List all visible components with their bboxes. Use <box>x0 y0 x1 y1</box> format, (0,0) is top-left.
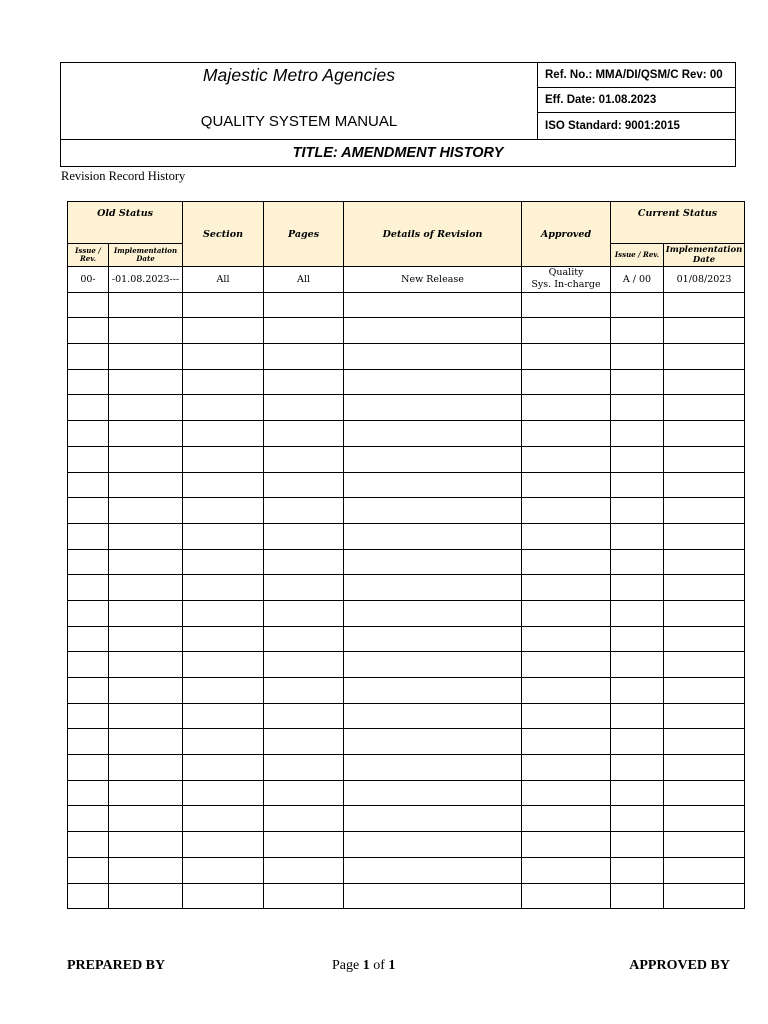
empty-cell <box>664 369 745 395</box>
empty-cell <box>611 755 664 781</box>
empty-cell <box>264 472 344 498</box>
empty-cell <box>344 626 522 652</box>
empty-cell <box>664 472 745 498</box>
table-row <box>68 600 745 626</box>
empty-cell <box>664 292 745 318</box>
empty-cell <box>264 318 344 344</box>
empty-cell <box>183 883 264 909</box>
empty-cell <box>68 755 109 781</box>
empty-cell <box>109 575 183 601</box>
empty-cell <box>183 832 264 858</box>
table-row <box>68 780 745 806</box>
empty-cell <box>264 703 344 729</box>
empty-cell <box>522 626 611 652</box>
empty-cell <box>68 600 109 626</box>
empty-cell <box>664 678 745 704</box>
empty-cell <box>611 678 664 704</box>
table-row <box>68 806 745 832</box>
empty-cell <box>611 344 664 370</box>
table-row <box>68 549 745 575</box>
table-row <box>68 318 745 344</box>
empty-cell <box>68 652 109 678</box>
empty-cell <box>264 523 344 549</box>
document-header <box>60 62 736 167</box>
empty-cell <box>183 600 264 626</box>
empty-cell <box>68 472 109 498</box>
empty-cell <box>68 498 109 524</box>
empty-cell <box>522 421 611 447</box>
empty-cell <box>344 575 522 601</box>
empty-cell <box>264 857 344 883</box>
empty-cell <box>611 523 664 549</box>
empty-cell <box>344 369 522 395</box>
section-subtitle: Revision Record History <box>61 169 186 183</box>
empty-cell <box>183 318 264 344</box>
empty-cell <box>68 780 109 806</box>
empty-cell <box>611 395 664 421</box>
empty-cell <box>264 832 344 858</box>
empty-cell <box>344 292 522 318</box>
empty-cell <box>522 395 611 421</box>
current-impl-date-header: Implementation Date <box>664 244 745 267</box>
empty-cell <box>109 292 183 318</box>
empty-cell <box>344 729 522 755</box>
empty-cell <box>264 498 344 524</box>
empty-cell <box>344 498 522 524</box>
empty-cell <box>264 549 344 575</box>
page-number <box>332 958 395 974</box>
empty-cell <box>344 421 522 447</box>
empty-cell <box>522 729 611 755</box>
approved-cell <box>522 267 611 293</box>
empty-cell <box>109 369 183 395</box>
empty-cell <box>664 421 745 447</box>
empty-cell <box>522 344 611 370</box>
current-date-cell: 01/08/2023 <box>664 267 745 293</box>
empty-cell <box>522 703 611 729</box>
empty-cell <box>522 678 611 704</box>
empty-cell <box>109 832 183 858</box>
empty-cell <box>68 729 109 755</box>
empty-cell <box>522 857 611 883</box>
empty-cell <box>183 678 264 704</box>
empty-cell <box>611 883 664 909</box>
empty-cell <box>109 806 183 832</box>
empty-cell <box>664 652 745 678</box>
empty-cell <box>183 292 264 318</box>
empty-cell <box>183 857 264 883</box>
empty-cell <box>522 292 611 318</box>
empty-cell <box>183 806 264 832</box>
empty-cell <box>183 652 264 678</box>
table-row <box>68 344 745 370</box>
empty-cell <box>183 498 264 524</box>
empty-cell <box>264 755 344 781</box>
empty-cell <box>183 626 264 652</box>
empty-cell <box>344 806 522 832</box>
page-total: 1 <box>388 958 396 973</box>
empty-cell <box>611 832 664 858</box>
old-status-header: Old Status <box>68 202 183 244</box>
empty-cell <box>522 652 611 678</box>
empty-cell <box>344 678 522 704</box>
empty-cell <box>664 755 745 781</box>
empty-cell <box>611 652 664 678</box>
empty-cell <box>264 626 344 652</box>
empty-cell <box>611 806 664 832</box>
table-row <box>68 369 745 395</box>
empty-cell <box>68 575 109 601</box>
empty-cell <box>522 318 611 344</box>
empty-cell <box>183 780 264 806</box>
empty-cell <box>109 344 183 370</box>
old-issue-rev-header: Issue / Rev. <box>68 244 109 267</box>
empty-cell <box>68 344 109 370</box>
empty-cell <box>183 472 264 498</box>
empty-cell <box>68 318 109 344</box>
pages-header: Pages <box>264 202 344 267</box>
current-issue-cell: A / 00 <box>611 267 664 293</box>
approved-by-label: APPROVED BY <box>629 958 730 973</box>
iso-standard: ISO Standard: 9001:2015 <box>545 120 680 132</box>
empty-cell <box>344 652 522 678</box>
empty-cell <box>664 395 745 421</box>
table-row <box>68 472 745 498</box>
pages-cell: All <box>264 267 344 293</box>
approved-header: Approved <box>522 202 611 267</box>
empty-cell <box>611 549 664 575</box>
empty-cell <box>344 472 522 498</box>
empty-cell <box>109 421 183 447</box>
empty-cell <box>611 780 664 806</box>
empty-cell <box>664 806 745 832</box>
empty-cell <box>664 575 745 601</box>
empty-cell <box>522 472 611 498</box>
empty-cell <box>344 857 522 883</box>
empty-cell <box>664 600 745 626</box>
revision-table <box>67 201 745 909</box>
empty-cell <box>611 703 664 729</box>
empty-cell <box>68 369 109 395</box>
empty-cell <box>264 883 344 909</box>
empty-cell <box>664 523 745 549</box>
approved-line-2: Sys. In-charge <box>531 279 601 291</box>
table-row <box>68 267 745 293</box>
empty-cell <box>344 832 522 858</box>
empty-cell <box>264 729 344 755</box>
empty-cell <box>522 883 611 909</box>
table-row <box>68 729 745 755</box>
details-cell: New Release <box>344 267 522 293</box>
empty-cell <box>109 703 183 729</box>
empty-cell <box>109 652 183 678</box>
ref-number: Ref. No.: MMA/DI/QSM/C Rev: 00 <box>538 63 735 88</box>
old-issue-cell: 00- <box>68 267 109 293</box>
section-header: Section <box>183 202 264 267</box>
empty-cell <box>264 421 344 447</box>
page-of: of <box>369 958 389 973</box>
old-date-cell: -01.08.2023--- <box>109 267 183 293</box>
empty-cell <box>183 395 264 421</box>
empty-cell <box>664 446 745 472</box>
empty-cell <box>183 549 264 575</box>
empty-cell <box>664 498 745 524</box>
document-title: TITLE: AMENDMENT HISTORY <box>61 139 735 167</box>
empty-cell <box>109 678 183 704</box>
empty-cell <box>264 344 344 370</box>
empty-cell <box>68 446 109 472</box>
empty-cell <box>264 806 344 832</box>
empty-cell <box>664 318 745 344</box>
current-status-header: Current Status <box>611 202 745 244</box>
empty-cell <box>183 703 264 729</box>
empty-cell <box>68 421 109 447</box>
prepared-by-label: PREPARED BY <box>67 958 166 973</box>
empty-cell <box>183 344 264 370</box>
header-info-block <box>538 63 735 139</box>
empty-cell <box>68 626 109 652</box>
empty-cell <box>68 857 109 883</box>
empty-cell <box>664 883 745 909</box>
empty-cell <box>68 549 109 575</box>
empty-cell <box>522 498 611 524</box>
approved-line-1: Quality <box>548 267 584 279</box>
empty-cell <box>664 549 745 575</box>
empty-cell <box>109 549 183 575</box>
page-prefix: Page <box>332 958 363 973</box>
empty-cell <box>68 703 109 729</box>
empty-cell <box>611 857 664 883</box>
empty-cell <box>109 626 183 652</box>
empty-cell <box>611 498 664 524</box>
details-header: Details of Revision <box>344 202 522 267</box>
empty-cell <box>109 318 183 344</box>
empty-cell <box>344 549 522 575</box>
empty-cell <box>522 832 611 858</box>
empty-cell <box>68 883 109 909</box>
empty-cell <box>344 703 522 729</box>
table-row <box>68 883 745 909</box>
empty-cell <box>611 369 664 395</box>
empty-cell <box>611 729 664 755</box>
table-row <box>68 395 745 421</box>
table-row <box>68 703 745 729</box>
empty-cell <box>264 292 344 318</box>
effective-date: Eff. Date: 01.08.2023 <box>538 88 735 113</box>
empty-cell <box>264 678 344 704</box>
empty-cell <box>522 780 611 806</box>
empty-cell <box>109 729 183 755</box>
table-row <box>68 652 745 678</box>
table-row <box>68 832 745 858</box>
empty-cell <box>344 344 522 370</box>
empty-cell <box>522 755 611 781</box>
empty-cell <box>109 600 183 626</box>
empty-cell <box>344 883 522 909</box>
table-row <box>68 575 745 601</box>
empty-cell <box>344 600 522 626</box>
empty-cell <box>344 446 522 472</box>
empty-cell <box>522 523 611 549</box>
empty-cell <box>183 421 264 447</box>
empty-cell <box>68 292 109 318</box>
empty-cell <box>344 780 522 806</box>
empty-cell <box>68 832 109 858</box>
empty-cell <box>522 549 611 575</box>
table-row <box>68 626 745 652</box>
empty-cell <box>183 369 264 395</box>
table-row <box>68 678 745 704</box>
empty-cell <box>611 292 664 318</box>
page-current: 1 <box>362 958 370 973</box>
empty-cell <box>109 857 183 883</box>
empty-cell <box>264 575 344 601</box>
empty-cell <box>68 523 109 549</box>
empty-cell <box>109 883 183 909</box>
empty-cell <box>522 369 611 395</box>
empty-cell <box>611 472 664 498</box>
empty-cell <box>109 498 183 524</box>
empty-cell <box>183 575 264 601</box>
empty-cell <box>664 344 745 370</box>
empty-cell <box>109 446 183 472</box>
empty-cell <box>611 575 664 601</box>
empty-cell <box>68 806 109 832</box>
table-row <box>68 755 745 781</box>
empty-cell <box>344 395 522 421</box>
table-row <box>68 523 745 549</box>
empty-cell <box>109 755 183 781</box>
empty-cell <box>522 600 611 626</box>
empty-cell <box>183 729 264 755</box>
empty-cell <box>264 446 344 472</box>
table-row <box>68 292 745 318</box>
empty-cell <box>68 678 109 704</box>
table-row <box>68 421 745 447</box>
old-impl-date-header: Implementation Date <box>109 244 183 267</box>
empty-cell <box>611 600 664 626</box>
empty-cell <box>264 652 344 678</box>
empty-cell <box>522 446 611 472</box>
empty-cell <box>344 523 522 549</box>
empty-cell <box>344 318 522 344</box>
table-row <box>68 446 745 472</box>
empty-cell <box>664 729 745 755</box>
empty-cell <box>109 395 183 421</box>
empty-cell <box>522 575 611 601</box>
empty-cell <box>109 780 183 806</box>
empty-cell <box>611 318 664 344</box>
empty-cell <box>68 395 109 421</box>
empty-cell <box>183 755 264 781</box>
empty-cell <box>664 626 745 652</box>
empty-cell <box>344 755 522 781</box>
empty-cell <box>264 780 344 806</box>
empty-cell <box>183 523 264 549</box>
empty-cell <box>522 806 611 832</box>
empty-cell <box>264 600 344 626</box>
empty-cell <box>611 446 664 472</box>
empty-cell <box>611 626 664 652</box>
table-row <box>68 857 745 883</box>
empty-cell <box>264 395 344 421</box>
current-issue-rev-header: Issue / Rev. <box>611 244 664 267</box>
empty-cell <box>664 780 745 806</box>
company-name: Majestic Metro Agencies <box>202 65 396 85</box>
empty-cell <box>664 857 745 883</box>
empty-cell <box>183 446 264 472</box>
header-title-block <box>61 63 538 139</box>
manual-title: QUALITY SYSTEM MANUAL <box>200 113 398 130</box>
empty-cell <box>664 832 745 858</box>
empty-cell <box>611 421 664 447</box>
empty-cell <box>109 523 183 549</box>
empty-cell <box>109 472 183 498</box>
section-cell: All <box>183 267 264 293</box>
table-row <box>68 498 745 524</box>
empty-cell <box>664 703 745 729</box>
empty-cell <box>264 369 344 395</box>
